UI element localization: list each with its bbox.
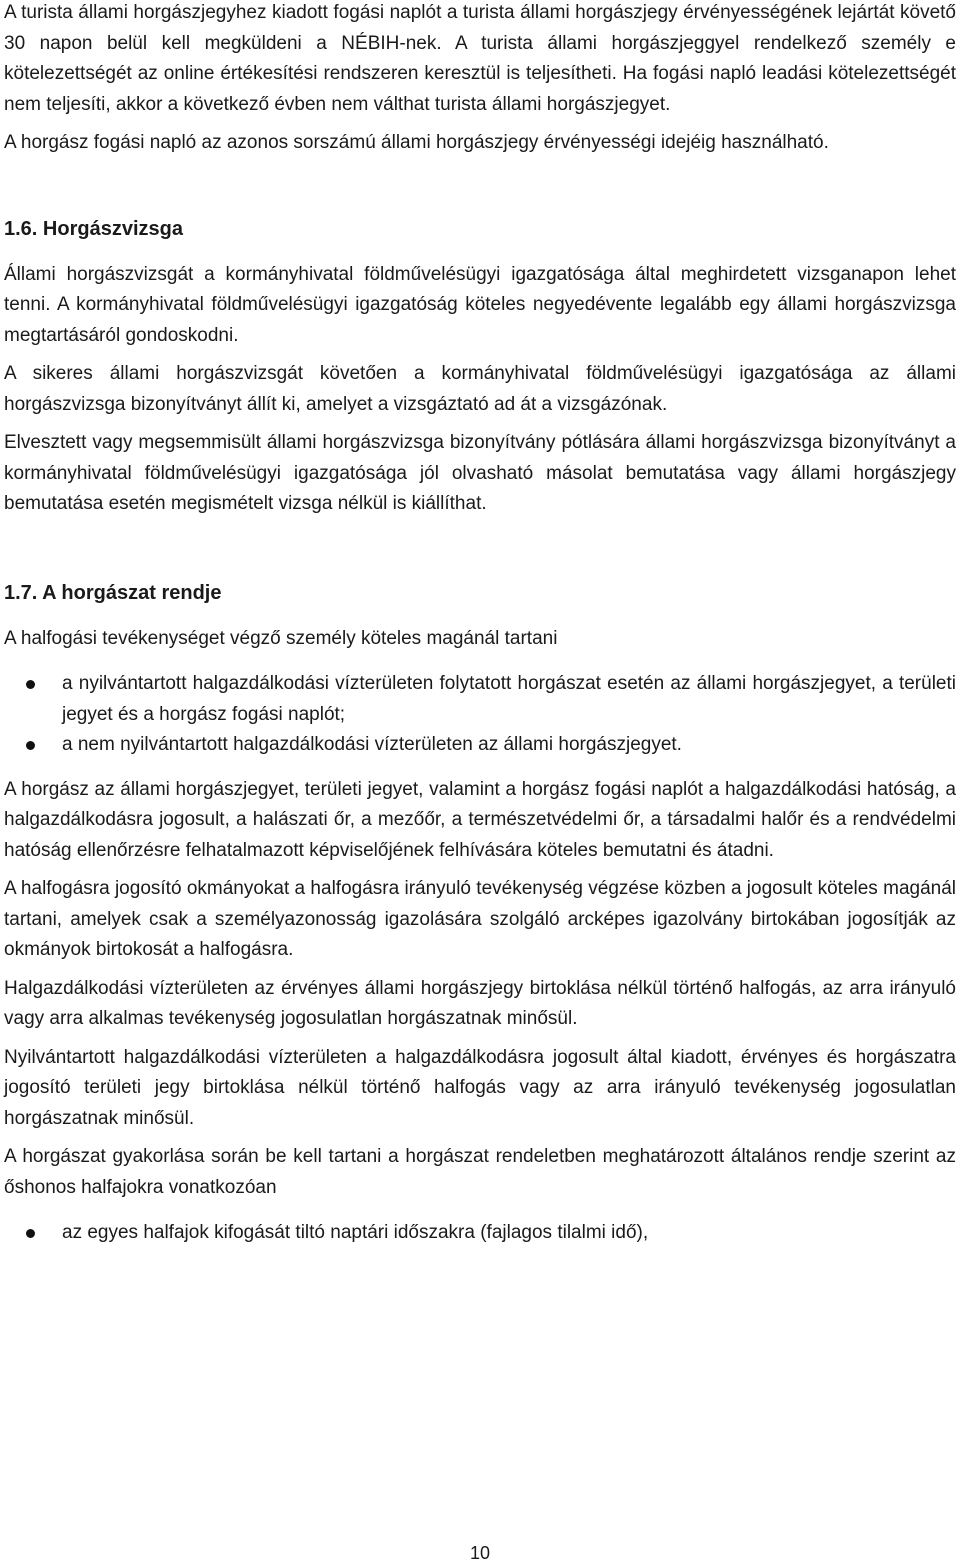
paragraph-potlas: Elvesztett vagy megsemmisült állami horgászvizsga bizonyítvány pótlására állami horgászvizsga bizonyítványt a kormányhivatal földművelésügyi igazgatósága jól olvasható másolat bemutatása vagy állami horgászjegy bemutatása esetén megismételt vizsga nélkül is kiállíthat.: [4, 432, 956, 514]
paragraph-fogasi-naplo-ervenyesseg: A horgász fogási napló az azonos sorszámú állami horgászjegy érvényességi idejéig használható.: [4, 132, 829, 153]
page-number: 10: [469, 1543, 491, 1563]
paragraph-altalanos-rend: A horgászat gyakorlása során be kell tartani a horgászat rendeletben meghatározott általános rendje szerint az őshonos halfajokra vonatkozóan: [4, 1146, 956, 1198]
bullet-list-okmanyok: [4, 669, 956, 761]
list-item-text: a nem nyilvántartott halgazdálkodási vízterületen az állami horgászjegyet.: [62, 734, 682, 755]
list-item: [4, 669, 956, 730]
paragraph-magannal-tartani: A halfogási tevékenységet végző személy köteles magánál tartani: [4, 627, 558, 649]
bullet-list-tilalmi-ido: [4, 1218, 956, 1249]
list-item-text: a nyilvántartott halgazdálkodási vízterületen folytatott horgászat esetén az állami horgászjegyet, a területi jegyet és a horgász fogási naplót;: [62, 673, 956, 725]
paragraph-turista-fogasi-naplo: A turista állami horgászjegyhez kiadott fogási naplót a turista állami horgászjegy érvényességének lejártát követő 30 napon belül kell megküldeni a NÉBIH-nek. A turista állami horgászjeggyel rendelkező személy e kötelezettségét az online értékesítési rendszeren keresztül is teljesítheti. Ha fogási napló leadási kötelezettségét nem teljesíti, akkor a következő évben nem válthat turista állami horgászjegyet.: [4, 2, 956, 115]
bullet-icon: [26, 741, 35, 750]
list-item: [4, 730, 956, 761]
section-heading-horgaszat-rendje: 1.7. A horgászat rendje: [4, 581, 222, 604]
paragraph-jogosulatlan-1: Halgazdálkodási vízterületen az érvényes állami horgászjegy birtoklása nélkül történő halfogás, az arra irányuló vagy arra alkalmas tevékenység jogosulatlan horgászatnak minősül.: [4, 977, 956, 1029]
bullet-icon: [26, 1229, 35, 1238]
paragraph-jogosulatlan-2: Nyilvántartott halgazdálkodási vízterületen a halgazdálkodásra jogosult által kiadott, érvényes és horgászatra jogosító területi jegy birtoklása nélkül történő halfogás vagy az arra irányuló tevékenység jogosulatlan horgászatnak minősül.: [4, 1046, 956, 1129]
list-item-text: az egyes halfajok kifogását tiltó naptári időszakra (fajlagos tilalmi idő),: [62, 1222, 649, 1243]
section-heading-horgaszvizsga: 1.6. Horgászvizsga: [4, 217, 183, 240]
document-page: [4, 0, 956, 1249]
bullet-icon: [26, 680, 35, 689]
paragraph-bizonyitvany: A sikeres állami horgászvizsgát követően a kormányhivatal földművelésügyi igazgatósága az állami horgászvizsga bizonyítványt állít ki, amelyet a vizsgáztató ad át a vizsgázónak.: [4, 363, 956, 415]
list-item: [4, 1218, 956, 1249]
paragraph-vizsganap: Állami horgászvizsgát a kormányhivatal földművelésügyi igazgatósága által meghirdetett vizsganapon lehet tenni. A kormányhivatal földművelésügyi igazgatóság köteles negyedévente legalább egy állami horgászvizsga megtartásáról gondoskodni.: [4, 263, 956, 346]
paragraph-okmanyok-magannal: A halfogásra jogosító okmányokat a halfogásra irányuló tevékenység végzése közben a jogosult köteles magánál tartani, amelyek csak a személyazonosság igazolására szolgáló arcképes igazolvány birtokában jogosítják az okmányok birtokosát a halfogásra.: [4, 878, 956, 960]
paragraph-bemutatas: A horgász az állami horgászjegyet, területi jegyet, valamint a horgász fogási naplót a halgazdálkodási hatóság, a halgazdálkodásra jogosult, a halászati őr, a mezőőr, a természetvédelmi őr, a társadalmi halőr és a rendvédelmi hatóság ellenőrzésre felhatalmazott képviselőjének felhívására köteles bemutatni és átadni.: [4, 778, 956, 861]
